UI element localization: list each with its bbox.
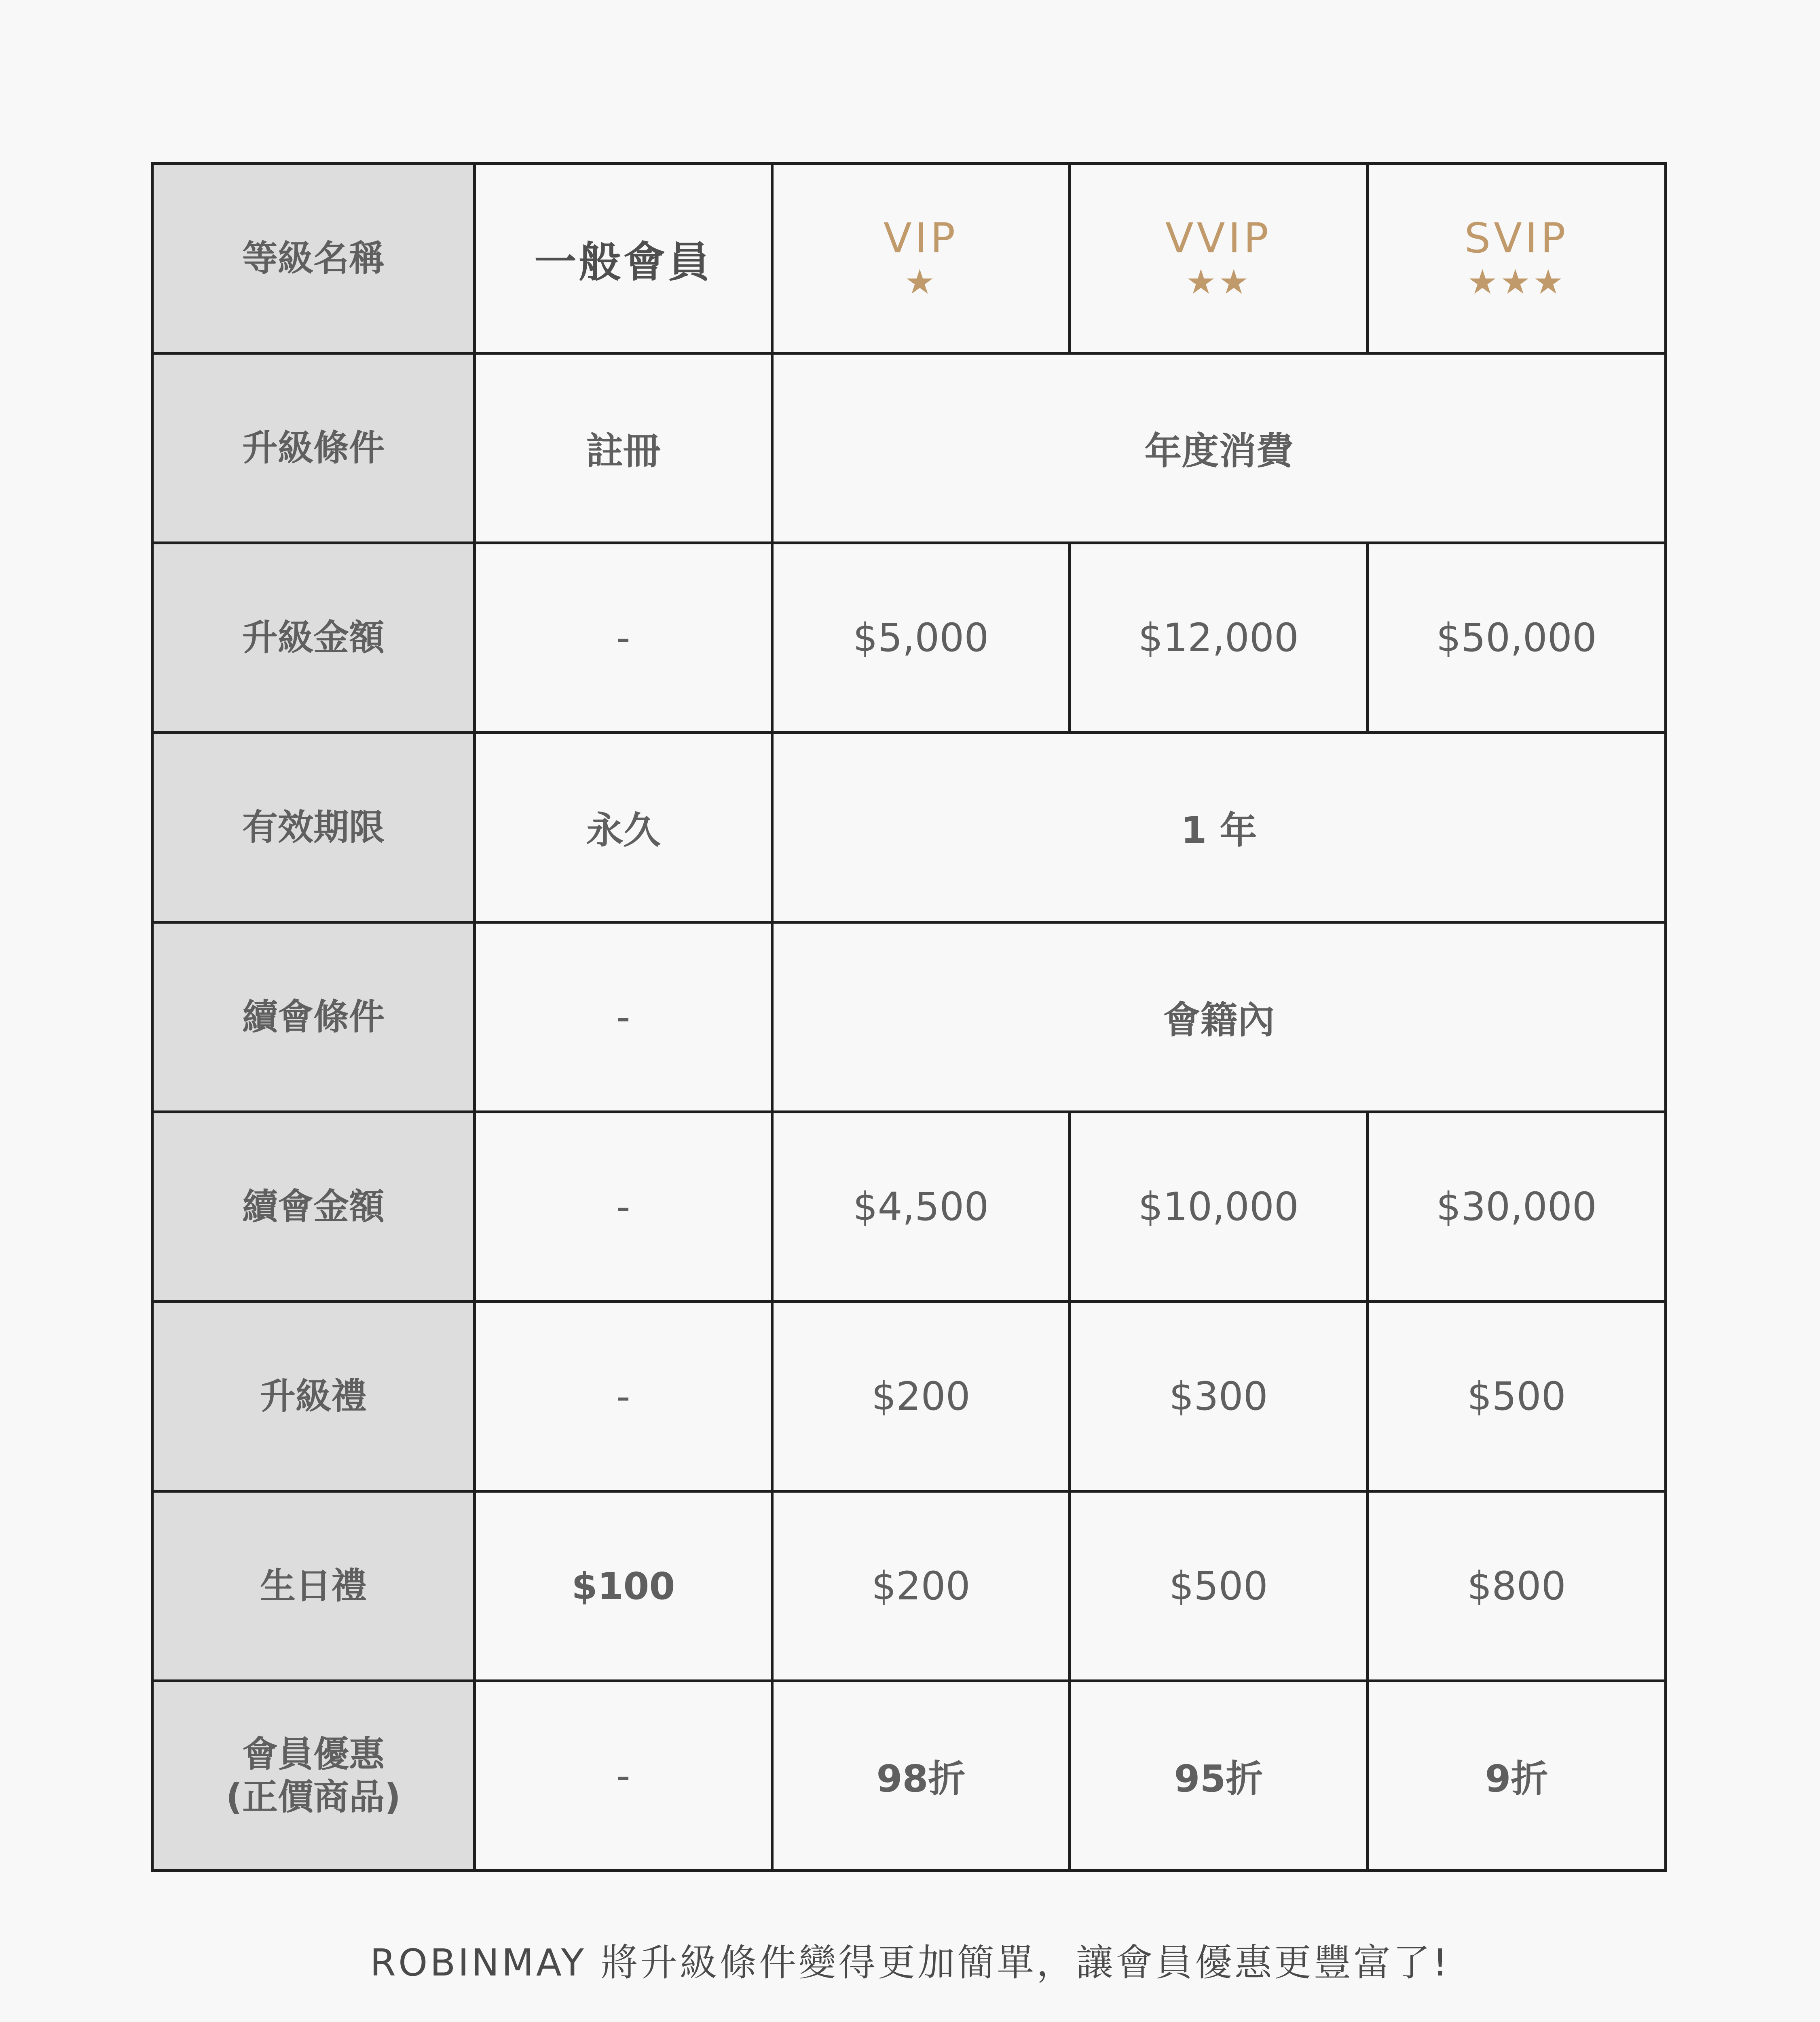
cell-upgrade-amount-vip: $5,000	[772, 543, 1070, 733]
cell-validity-general: 永久	[475, 733, 772, 922]
cell-member-discount-vip: 98折	[772, 1681, 1070, 1871]
row-label-renewal-amount: 續會金額	[152, 1112, 475, 1302]
row-upgrade-gift	[152, 1302, 1666, 1491]
cell-vip	[772, 164, 1070, 353]
cell-svip	[1368, 164, 1666, 353]
row-label-tier-name: 等級名稱	[152, 164, 475, 353]
cell-upgrade-amount-svip: $50,000	[1368, 543, 1666, 733]
cell-renewal-condition-paid: 會籍內	[772, 922, 1666, 1112]
cell-birthday-gift-vip: $200	[772, 1491, 1070, 1681]
cell-member-discount-svip: 9折	[1368, 1681, 1666, 1871]
row-label-birthday-gift: 生日禮	[152, 1491, 475, 1681]
row-label-upgrade-condition: 升級條件	[152, 353, 475, 543]
tier-general-label: 一般會員	[534, 237, 712, 287]
cell-renewal-condition-general: -	[475, 922, 772, 1112]
cell-birthday-gift-general: $100	[475, 1491, 772, 1681]
row-member-discount	[152, 1681, 1666, 1871]
row-label-validity: 有效期限	[152, 733, 475, 922]
star-icon: ★★★	[1467, 262, 1566, 302]
cell-upgrade-gift-vvip: $300	[1070, 1302, 1368, 1491]
row-renewal-condition	[152, 922, 1666, 1112]
cell-renewal-amount-svip: $30,000	[1368, 1112, 1666, 1302]
row-upgrade-amount	[152, 543, 1666, 733]
cell-renewal-amount-general: -	[475, 1112, 772, 1302]
cell-birthday-gift-vvip: $500	[1070, 1491, 1368, 1681]
cell-upgrade-condition-paid: 年度消費	[772, 353, 1666, 543]
row-label-upgrade-gift: 升級禮	[152, 1302, 475, 1491]
cell-upgrade-gift-vip: $200	[772, 1302, 1070, 1491]
row-birthday-gift	[152, 1491, 1666, 1681]
row-tier-name	[152, 164, 1666, 353]
tier-vip-label: VIP	[883, 214, 959, 262]
cell-birthday-gift-svip: $800	[1368, 1491, 1666, 1681]
star-icon: ★★	[1186, 262, 1251, 302]
cell-vvip	[1070, 164, 1368, 353]
cell-upgrade-amount-general: -	[475, 543, 772, 733]
row-label-renewal-condition: 續會條件	[152, 922, 475, 1112]
cell-member-discount-vvip: 95折	[1070, 1681, 1368, 1871]
row-label-upgrade-amount: 升級金額	[152, 543, 475, 733]
member-discount-sublabel: (正價商品)	[226, 1776, 401, 1818]
tier-vvip-label: VVIP	[1165, 214, 1272, 262]
membership-tier-table	[151, 162, 1667, 1872]
cell-upgrade-amount-vvip: $12,000	[1070, 543, 1368, 733]
row-renewal-amount	[152, 1112, 1666, 1302]
cell-member-discount-general: -	[475, 1681, 772, 1871]
cell-general-member	[475, 164, 772, 353]
cell-renewal-amount-vvip: $10,000	[1070, 1112, 1368, 1302]
row-label-member-discount	[152, 1681, 475, 1871]
cell-validity-paid: 1 年	[772, 733, 1666, 922]
member-discount-label: 會員優惠	[242, 1733, 385, 1775]
row-validity	[152, 733, 1666, 922]
star-icon: ★	[904, 262, 938, 302]
row-upgrade-condition	[152, 353, 1666, 543]
cell-renewal-amount-vip: $4,500	[772, 1112, 1070, 1302]
cell-upgrade-condition-general: 註冊	[475, 353, 772, 543]
tier-svip-label: SVIP	[1464, 214, 1569, 262]
slogan-text: ROBINMAY 將升級條件變得更加簡單，讓會員優惠更豐富了!	[370, 1941, 1450, 1984]
cell-upgrade-gift-svip: $500	[1368, 1302, 1666, 1491]
cell-upgrade-gift-general: -	[475, 1302, 772, 1491]
